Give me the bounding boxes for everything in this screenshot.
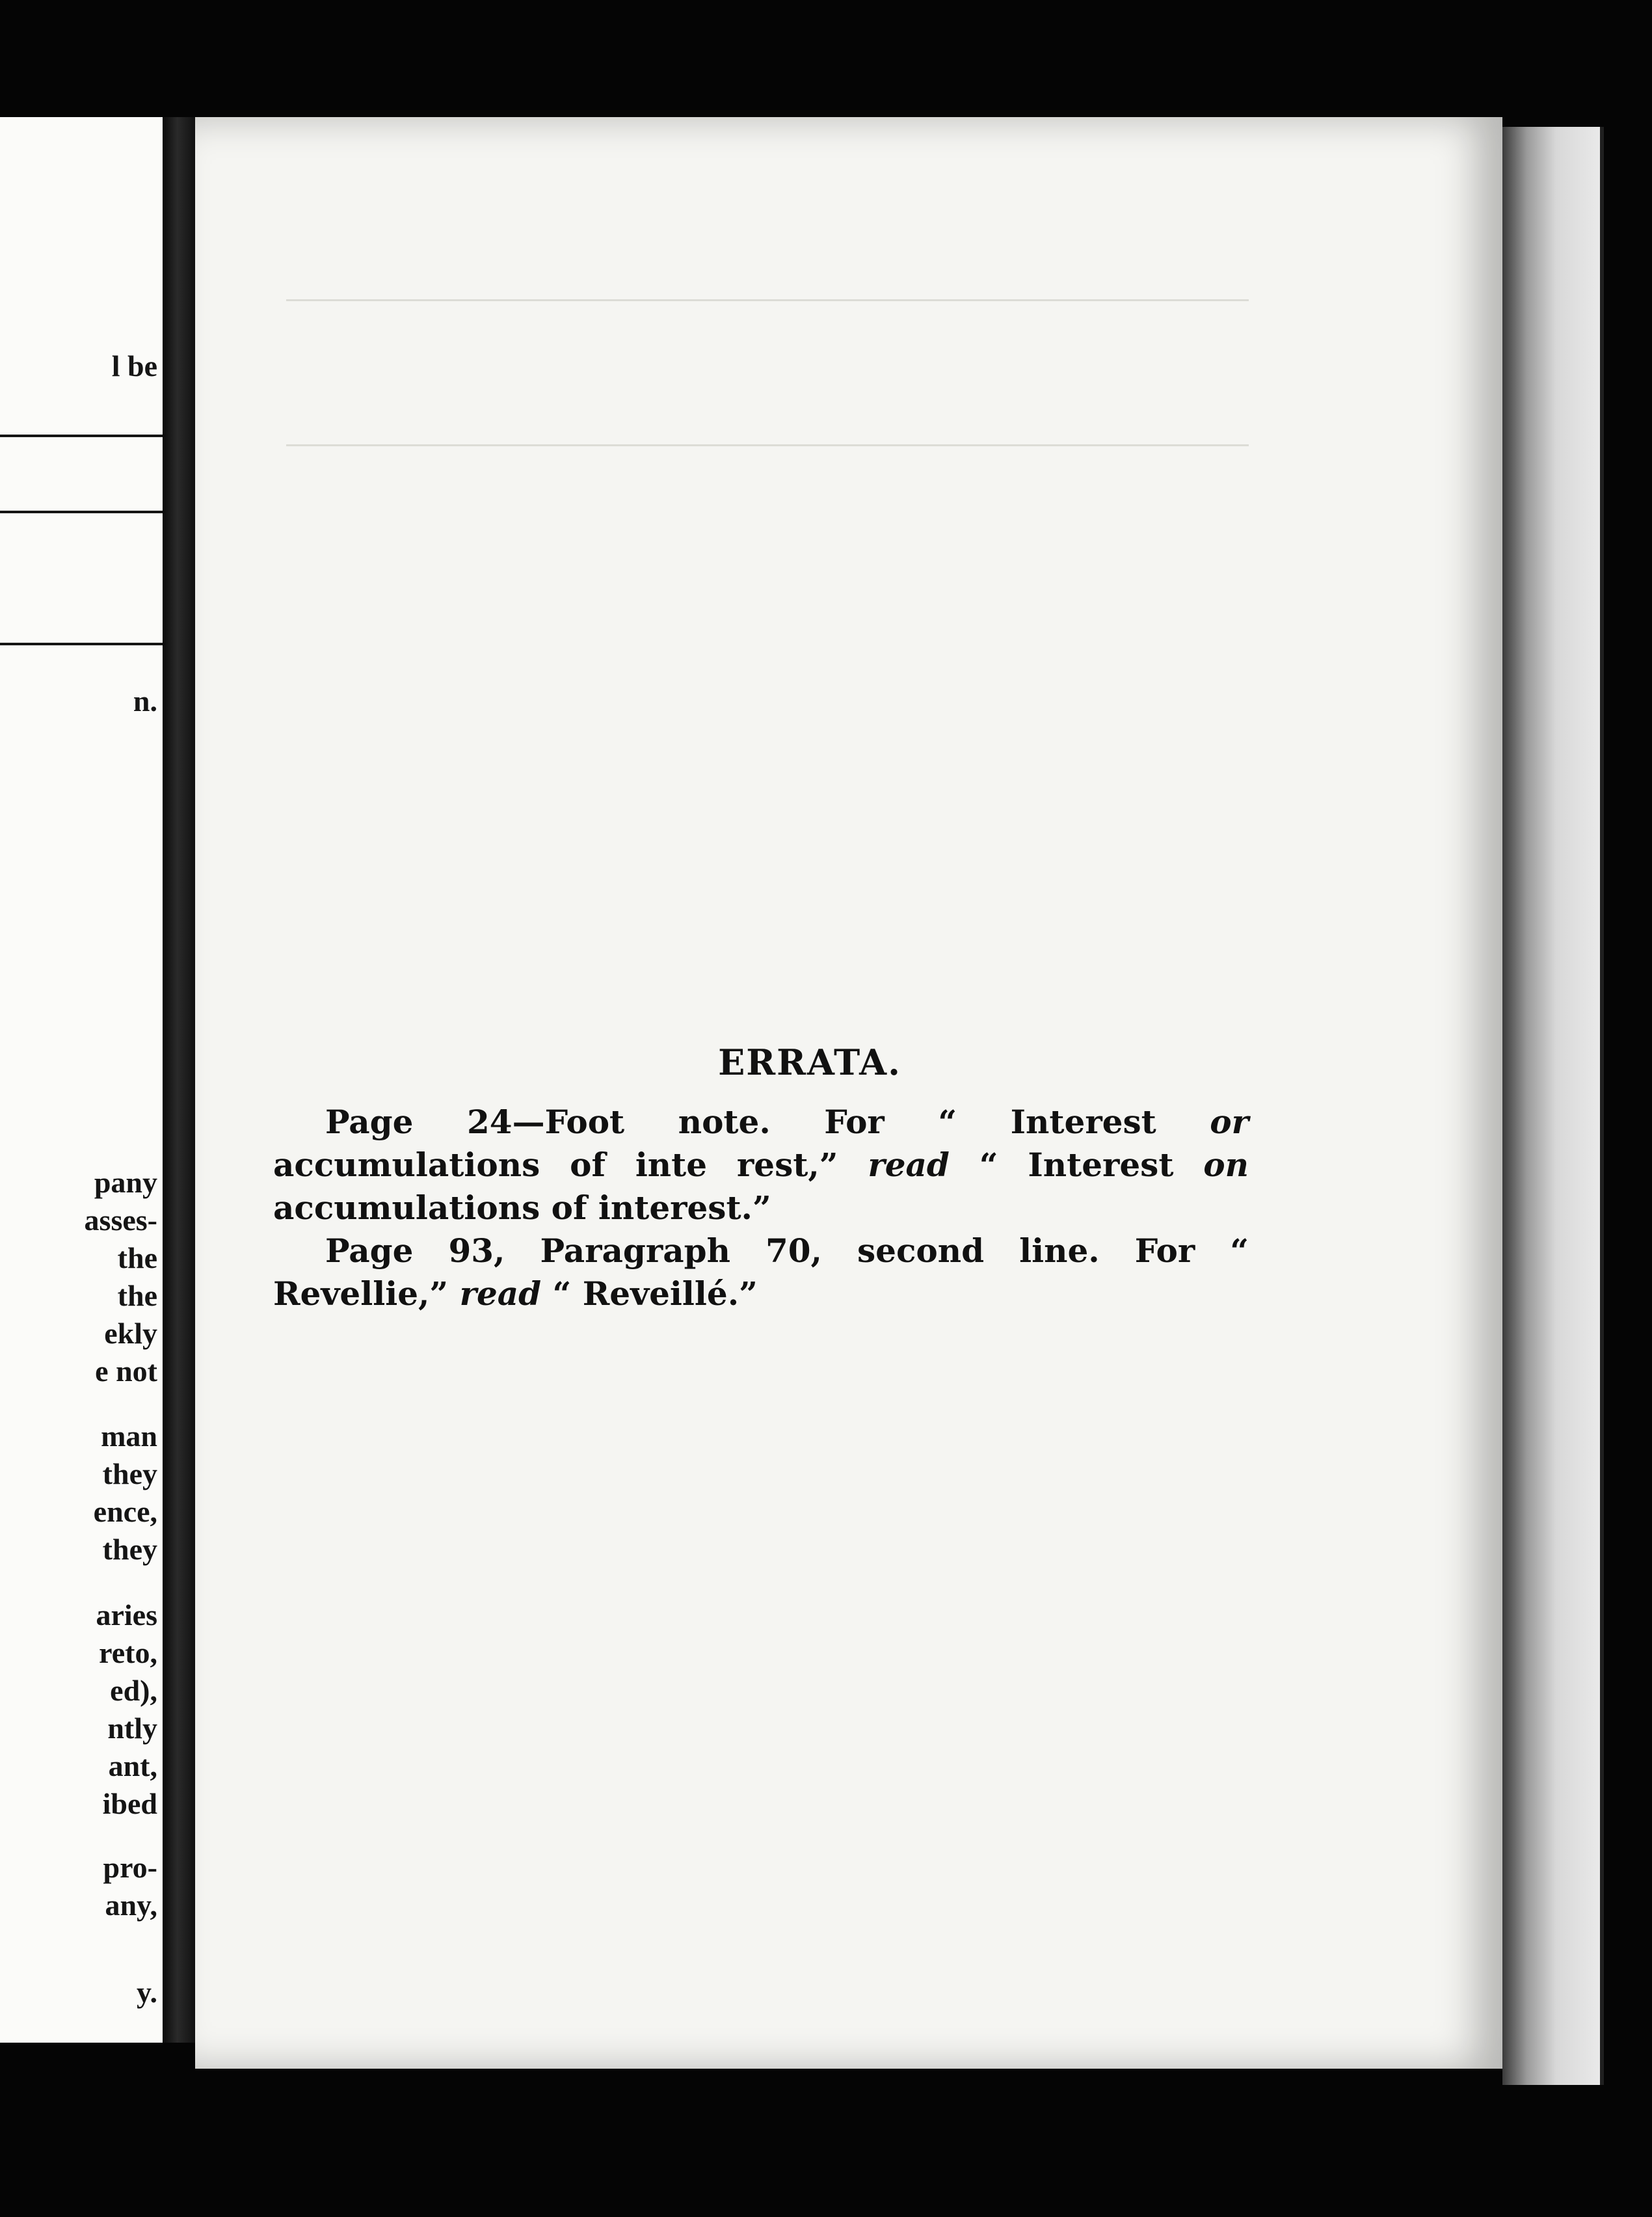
entry-italic: or: [1210, 1103, 1249, 1141]
page-edge: [1502, 127, 1604, 2085]
left-rule: [0, 511, 163, 513]
ghost-rule: [286, 444, 1249, 446]
left-fragment: they: [102, 1457, 157, 1490]
left-fragment: y.: [137, 1976, 157, 2009]
left-page: [0, 117, 163, 2043]
left-fragment: they: [102, 1533, 157, 1566]
errata-entry-2: [273, 1229, 1249, 1315]
left-fragment: ibed: [102, 1787, 157, 1820]
left-fragment: ence,: [93, 1495, 157, 1528]
entry-italic: read: [868, 1146, 950, 1184]
left-fragment: pro-: [103, 1851, 157, 1884]
entry-italic: read: [459, 1274, 542, 1313]
left-fragment: man: [101, 1419, 157, 1453]
entry-text: accumulations of interest.”: [273, 1189, 771, 1227]
left-rule: [0, 643, 163, 645]
ghost-rule: [286, 299, 1249, 301]
errata-section: [273, 1041, 1249, 1315]
left-rule: [0, 435, 163, 437]
entry-text: Page 93, Paragraph 70, second line. For “ Revellie,”: [273, 1231, 1249, 1313]
left-fragment: any,: [105, 1888, 157, 1922]
left-fragment: n.: [133, 684, 157, 718]
left-fragment: ekly: [104, 1317, 157, 1350]
left-fragment: e not: [95, 1354, 157, 1388]
entry-text: “ Interest: [949, 1146, 1204, 1184]
errata-title: ERRATA.: [718, 1041, 901, 1083]
errata-entry-1: [273, 1101, 1249, 1229]
left-fragment: ant,: [108, 1749, 157, 1782]
entry-text: “ Reveillé.”: [541, 1274, 758, 1313]
left-fragment: asses-: [84, 1203, 157, 1237]
left-fragment: ed),: [110, 1674, 157, 1707]
left-fragment: ntly: [107, 1712, 157, 1745]
left-fragment: reto,: [99, 1636, 157, 1669]
left-fragment: the: [117, 1279, 157, 1312]
entry-text: Page 24—Foot note. For “ Interest: [325, 1103, 1210, 1141]
entry-text: accumulations of inte rest,”: [273, 1146, 868, 1184]
left-fragment: pany: [94, 1166, 157, 1199]
left-fragment: l be: [111, 349, 157, 383]
book-gutter: [163, 117, 195, 2043]
left-fragment: aries: [96, 1598, 157, 1632]
entry-italic: on: [1203, 1146, 1249, 1184]
left-fragment: the: [117, 1241, 157, 1274]
